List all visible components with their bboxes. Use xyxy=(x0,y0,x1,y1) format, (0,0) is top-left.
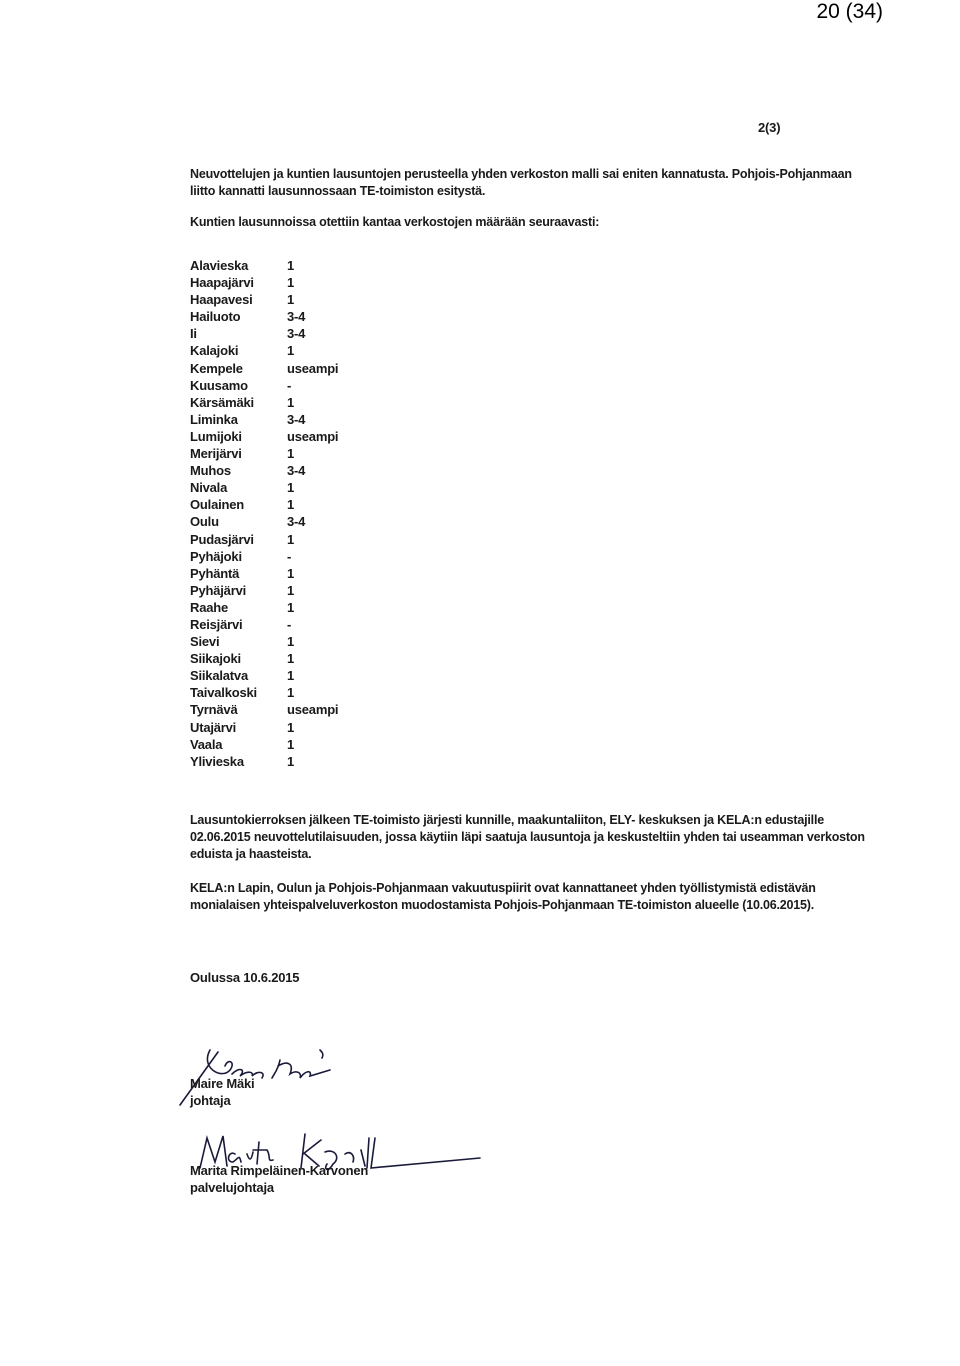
municipality-row xyxy=(190,274,338,291)
municipality-name: Utajärvi xyxy=(190,719,237,735)
municipality-row xyxy=(190,599,338,616)
municipality-row xyxy=(190,479,338,496)
network-count-value: 1 xyxy=(287,736,295,752)
municipality-row xyxy=(190,411,338,428)
place-date: Oulussa 10.6.2015 xyxy=(190,970,300,985)
network-count-value: 3-4 xyxy=(287,411,306,427)
municipality-row xyxy=(190,565,338,582)
municipality-name: Muhos xyxy=(190,463,231,479)
municipality-row xyxy=(190,548,338,565)
municipality-name: Kärsämäki xyxy=(190,394,254,410)
network-count-value: 1 xyxy=(287,719,295,735)
signatory-2-title: palvelujohtaja xyxy=(190,1180,274,1195)
municipality-row xyxy=(190,342,338,359)
municipality-name: Liminka xyxy=(190,411,238,427)
network-count-value: useampi xyxy=(287,702,339,718)
municipality-row xyxy=(190,667,338,684)
intro-paragraph-2: Kuntien lausunnoissa otettiin kantaa verkostojen määrään seuraavasti: xyxy=(190,215,600,229)
municipality-row xyxy=(190,496,338,513)
municipality-name: Tyrnävä xyxy=(190,702,238,718)
municipality-name: Alavieska xyxy=(190,258,249,273)
municipality-row xyxy=(190,291,338,308)
municipality-row xyxy=(190,616,338,633)
municipality-row xyxy=(190,377,338,394)
network-count-value: - xyxy=(287,616,292,632)
network-count-value: 1 xyxy=(287,292,295,308)
network-count-value: useampi xyxy=(287,360,339,376)
municipality-name: Siikajoki xyxy=(190,651,241,667)
municipality-name: Oulu xyxy=(190,514,219,530)
municipality-row xyxy=(190,701,338,718)
municipality-name: Kuusamo xyxy=(190,377,248,393)
municipality-row xyxy=(190,582,338,599)
municipality-name: Hailuoto xyxy=(190,309,241,325)
network-count-value: 3-4 xyxy=(287,514,306,530)
municipality-row xyxy=(190,360,338,377)
network-count-value: 3-4 xyxy=(287,309,306,325)
municipality-name: Sievi xyxy=(190,634,220,650)
municipality-name: Ii xyxy=(190,326,197,342)
municipality-name: Nivala xyxy=(190,480,228,496)
municipality-row xyxy=(190,462,338,479)
municipality-name: Haapajärvi xyxy=(190,275,254,291)
municipality-row xyxy=(190,308,338,325)
municipality-name: Pyhäjärvi xyxy=(190,582,247,598)
network-count-value: 1 xyxy=(287,343,295,359)
signatory-2 xyxy=(190,1162,368,1196)
municipality-row xyxy=(190,428,338,445)
network-count-value: 1 xyxy=(287,582,295,598)
municipality-name: Pyhäjoki xyxy=(190,548,242,564)
network-count-value: 1 xyxy=(287,497,295,513)
municipality-row xyxy=(190,394,338,411)
signatory-1-name: Maire Mäki xyxy=(190,1076,255,1091)
municipality-name: Merijärvi xyxy=(190,446,242,462)
network-count-value: 1 xyxy=(287,480,295,496)
network-count-value: 1 xyxy=(287,634,295,650)
municipality-row xyxy=(190,684,338,701)
signatory-1 xyxy=(190,1075,254,1109)
page-sub-number: 2(3) xyxy=(758,120,781,135)
municipality-name: Vaala xyxy=(190,736,223,752)
signatory-2-name: Marita Rimpeläinen-Karvonen xyxy=(190,1163,369,1178)
network-count-value: 1 xyxy=(287,531,295,547)
municipality-name: Reisjärvi xyxy=(190,616,243,632)
network-count-value: 1 xyxy=(287,394,295,410)
municipality-name: Pyhäntä xyxy=(190,565,240,581)
municipality-row xyxy=(190,513,338,530)
paragraph-4: KELA:n Lapin, Oulun ja Pohjois-Pohjanmaan vakuutuspiirit ovat kannattaneet yhden työllistymistä edistävän monialaisen yhteispalveluverkoston muodostamista Pohjois-Pohjanmaan TE-toimiston alueelle (10.06.2015). xyxy=(190,881,816,912)
municipality-row xyxy=(190,633,338,650)
network-count-value: 1 xyxy=(287,668,295,684)
intro-paragraph-1: Neuvottelujen ja kuntien lausuntojen perusteella yhden verkoston malli sai eniten kannatusta. Pohjois-Pohjanmaan liitto kannatti lausunnossaan TE-toimiston esitystä. xyxy=(190,167,852,198)
municipality-name: Lumijoki xyxy=(190,428,242,444)
signatory-1-title: johtaja xyxy=(190,1093,231,1108)
network-count-value: 1 xyxy=(287,651,295,667)
municipality-row xyxy=(190,325,338,342)
municipality-name: Pudasjärvi xyxy=(190,531,254,547)
municipality-name: Raahe xyxy=(190,599,229,615)
municipality-name: Siikalatva xyxy=(190,668,248,684)
municipality-name: Ylivieska xyxy=(190,753,244,769)
network-count-value: 1 xyxy=(287,685,295,701)
network-count-value: 3-4 xyxy=(287,326,306,342)
municipality-row xyxy=(190,736,338,753)
network-count-value: 1 xyxy=(287,753,295,769)
network-count-value: 3-4 xyxy=(287,463,306,479)
network-count-value: - xyxy=(287,548,292,564)
municipality-name: Oulainen xyxy=(190,497,245,513)
paragraph-3: Lausuntokierroksen jälkeen TE-toimisto järjesti kunnille, maakuntaliiton, ELY- keskuksen ja KELA:n edustajille 02.06.2015 neuvottelutilaisuuden, jossa käytiin läpi saatuja lausuntoja ja keskusteltiin yhden tai useamman verkoston eduista ja haasteista. xyxy=(190,813,865,861)
municipality-row xyxy=(190,445,338,462)
network-count-value: 1 xyxy=(287,275,295,291)
municipality-row xyxy=(190,753,338,770)
municipality-name: Kalajoki xyxy=(190,343,239,359)
network-count-value: 1 xyxy=(287,565,295,581)
network-count-value: useampi xyxy=(287,428,339,444)
municipality-name: Kempele xyxy=(190,360,243,376)
page-number: 20 (34) xyxy=(816,0,883,23)
municipality-name: Taivalkoski xyxy=(190,685,257,701)
municipality-row xyxy=(190,719,338,736)
network-count-value: 1 xyxy=(287,446,295,462)
network-count-value: 1 xyxy=(287,258,295,273)
municipality-list xyxy=(190,257,338,770)
municipality-row xyxy=(190,257,338,274)
municipality-row xyxy=(190,531,338,548)
municipality-name: Haapavesi xyxy=(190,292,253,308)
municipality-row xyxy=(190,650,338,667)
network-count-value: 1 xyxy=(287,599,295,615)
network-count-value: - xyxy=(287,377,292,393)
